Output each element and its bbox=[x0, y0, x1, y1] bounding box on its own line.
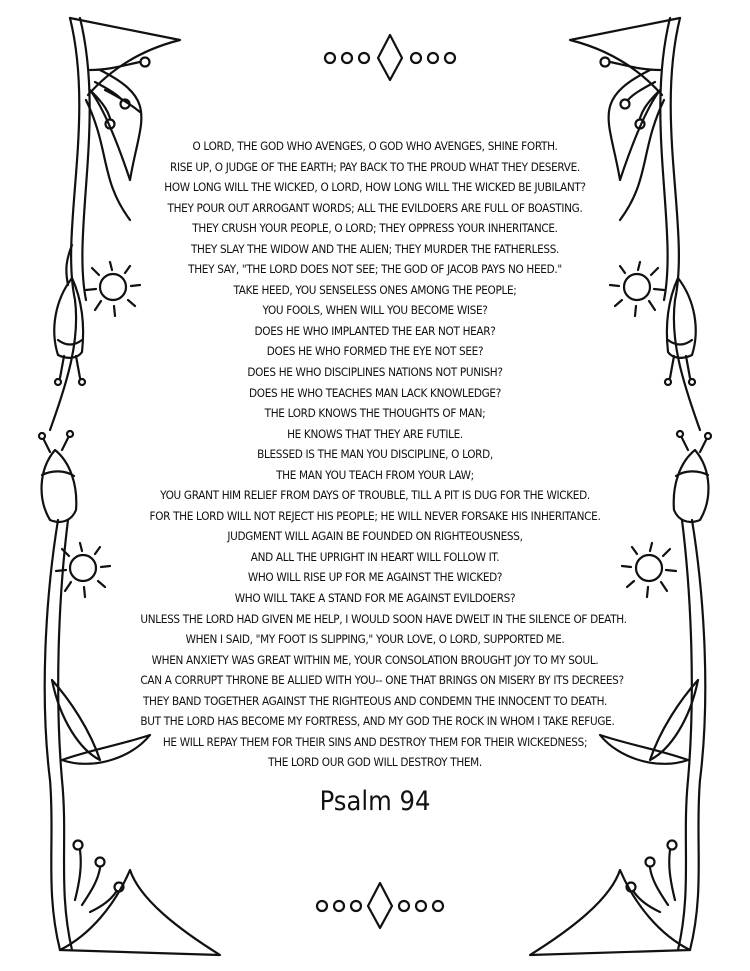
bottom-right-berries bbox=[627, 841, 677, 913]
verse-line: FOR THE LORD WILL NOT REJECT HIS PEOPLE; HE WILL NEVER FORSAKE HIS INHERITANCE. bbox=[149, 508, 601, 523]
left-bulb-bottom bbox=[39, 431, 76, 522]
bottom-center-ornament bbox=[317, 883, 443, 928]
psalm-text bbox=[120, 136, 630, 773]
sun-bottom-right-icon bbox=[622, 543, 676, 597]
top-center-ornament bbox=[325, 35, 455, 80]
verse-line: THEY SAY, "THE LORD DOES NOT SEE; THE GOD OF JACOB PAYS NO HEED." bbox=[188, 262, 562, 277]
verse-line: UNLESS THE LORD HAD GIVEN ME HELP, I WOULD SOON HAVE DWELT IN THE SILENCE OF DEATH. bbox=[140, 611, 627, 626]
verse-line: THEY SLAY THE WIDOW AND THE ALIEN; THEY MURDER THE FATHERLESS. bbox=[190, 241, 560, 256]
verse-line: DOES HE WHO TEACHES MAN LACK KNOWLEDGE? bbox=[249, 385, 501, 400]
verse-line: THE MAN YOU TEACH FROM YOUR LAW; bbox=[276, 467, 474, 482]
verse-line: WHEN I SAID, "MY FOOT IS SLIPPING," YOUR LOVE, O LORD, SUPPORTED ME. bbox=[185, 632, 565, 647]
verse-line: BUT THE LORD HAS BECOME MY FORTRESS, AND MY GOD THE ROCK IN WHOM I TAKE REFUGE. bbox=[140, 714, 615, 729]
verse-line: AND ALL THE UPRIGHT IN HEART WILL FOLLOW IT. bbox=[250, 549, 500, 564]
verse-line: THE LORD OUR GOD WILL DESTROY THEM. bbox=[268, 755, 482, 770]
verse-line: THEY BAND TOGETHER AGAINST THE RIGHTEOUS AND CONDEMN THE INNOCENT TO DEATH. bbox=[142, 693, 608, 708]
verse-line: WHO WILL RISE UP FOR ME AGAINST THE WICKED? bbox=[247, 570, 503, 585]
verse-line: WHEN ANXIETY WAS GREAT WITHIN ME, YOUR CONSOLATION BROUGHT JOY TO MY SOUL. bbox=[151, 652, 599, 667]
verse-line: WHO WILL TAKE A STAND FOR ME AGAINST EVILDOERS? bbox=[234, 591, 516, 606]
verse-line: DOES HE WHO DISCIPLINES NATIONS NOT PUNISH? bbox=[247, 365, 503, 380]
verse-line: THEY CRUSH YOUR PEOPLE, O LORD; THEY OPPRESS YOUR INHERITANCE. bbox=[192, 221, 558, 236]
verse-line: YOU FOOLS, WHEN WILL YOU BECOME WISE? bbox=[262, 303, 488, 318]
verse-line: HE KNOWS THAT THEY ARE FUTILE. bbox=[287, 426, 463, 441]
verse-line: DOES HE WHO IMPLANTED THE EAR NOT HEAR? bbox=[254, 323, 496, 338]
verse-line: BLESSED IS THE MAN YOU DISCIPLINE, O LORD, bbox=[257, 447, 493, 462]
psalm-title: Psalm 94 bbox=[319, 786, 431, 817]
verse-line: DOES HE WHO FORMED THE EYE NOT SEE? bbox=[266, 344, 484, 359]
verse-line: TAKE HEED, YOU SENSELESS ONES AMONG THE PEOPLE; bbox=[233, 282, 517, 297]
verse-line: THEY POUR OUT ARROGANT WORDS; ALL THE EVILDOERS ARE FULL OF BOASTING. bbox=[167, 200, 583, 215]
verse-line: HE WILL REPAY THEM FOR THEIR SINS AND DESTROY THEM FOR THEIR WICKEDNESS; bbox=[162, 734, 588, 749]
verse-line: YOU GRANT HIM RELIEF FROM DAYS OF TROUBLE, TILL A PIT IS DUG FOR THE WICKED. bbox=[160, 488, 590, 503]
verse-line: THE LORD KNOWS THE THOUGHTS OF MAN; bbox=[264, 406, 486, 421]
verse-line: RISE UP, O JUDGE OF THE EARTH; PAY BACK TO THE PROUD WHAT THEY DESERVE. bbox=[170, 159, 580, 174]
verse-line: HOW LONG WILL THE WICKED, O LORD, HOW LONG WILL THE WICKED BE JUBILANT? bbox=[164, 180, 586, 195]
verse-line: CAN A CORRUPT THRONE BE ALLIED WITH YOU-- ONE THAT BRINGS ON MISERY BY ITS DECREES? bbox=[140, 673, 624, 688]
right-bulb-bottom bbox=[674, 431, 711, 522]
sun-bottom-left-icon bbox=[56, 543, 110, 597]
verse-line: JUDGMENT WILL AGAIN BE FOUNDED ON RIGHTEOUSNESS, bbox=[227, 529, 523, 544]
bottom-left-berries bbox=[74, 841, 124, 913]
verse-line: O LORD, THE GOD WHO AVENGES, O GOD WHO AVENGES, SHINE FORTH. bbox=[192, 139, 558, 153]
